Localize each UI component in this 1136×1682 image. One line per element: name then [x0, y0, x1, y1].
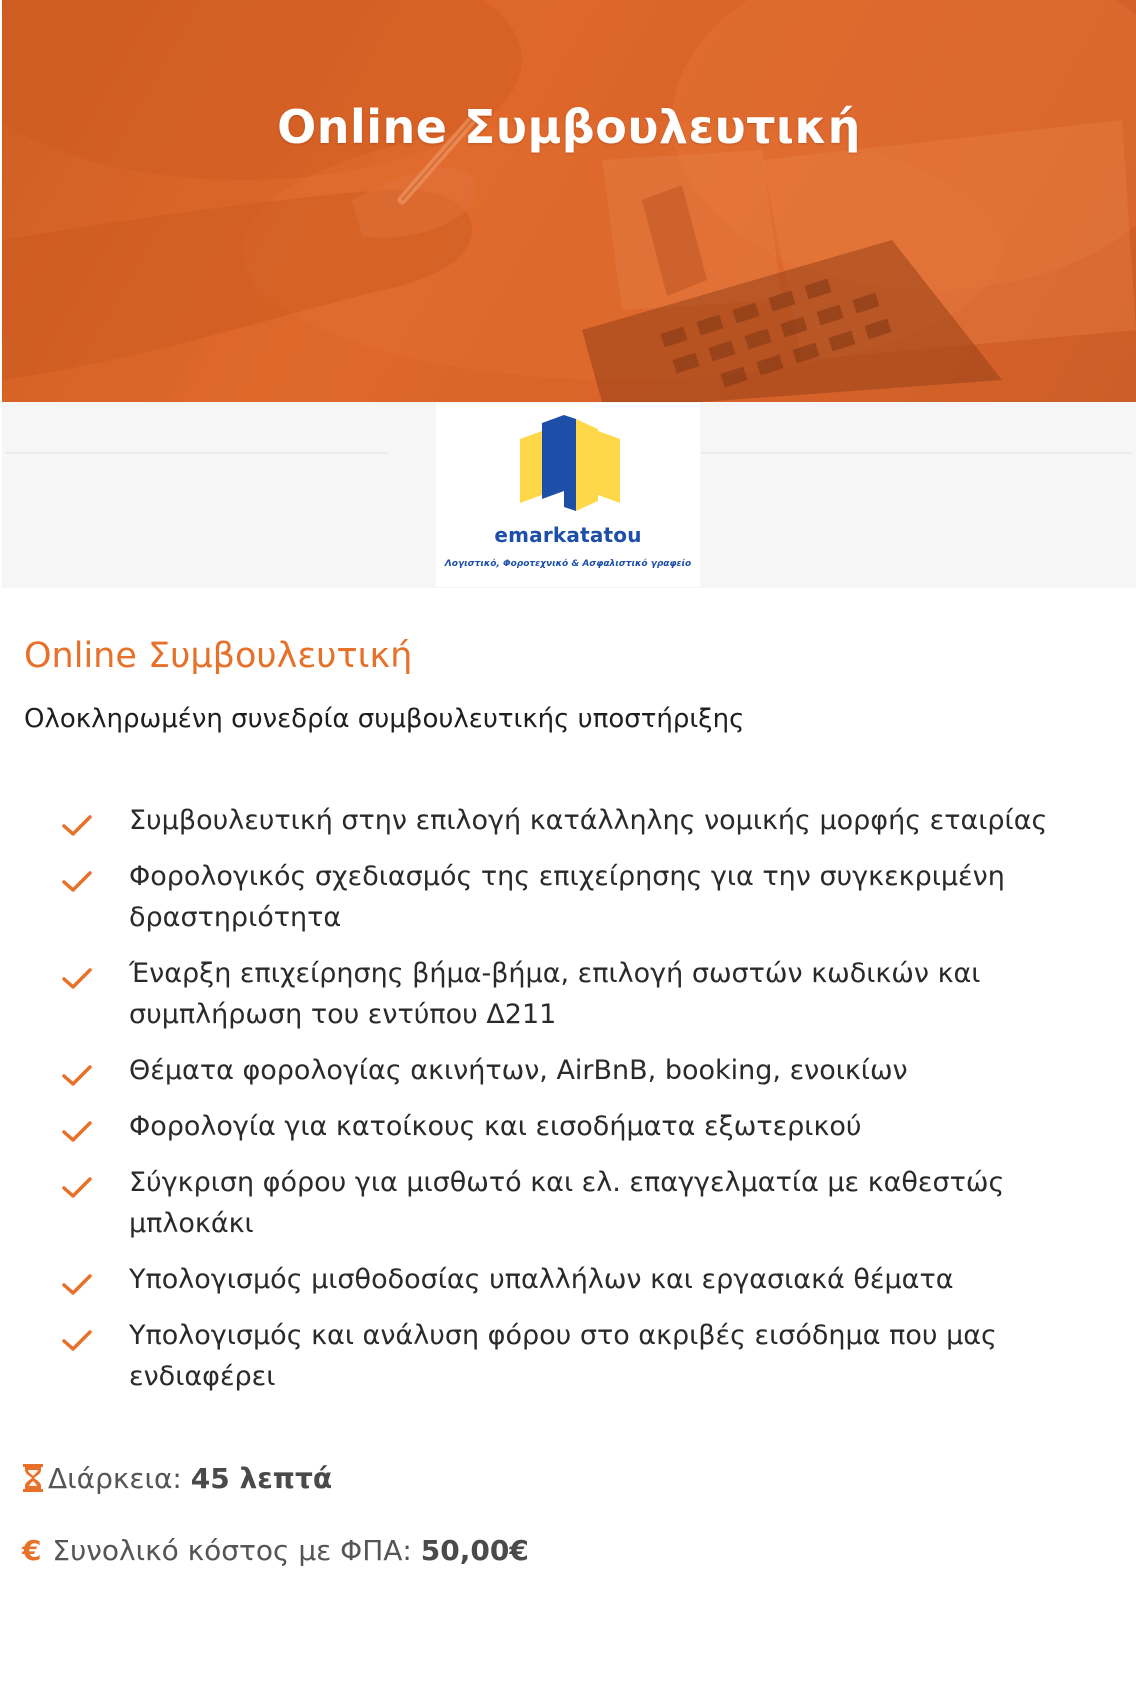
feature-text: Συμβουλευτική στην επιλογή κατάλληλης νομικής μορφής εταιρίας [129, 805, 1048, 836]
cost-row [22, 1534, 529, 1567]
euro-icon: € [22, 1534, 42, 1567]
list-item [0, 1315, 1109, 1397]
feature-text: Φορολογία για κατοίκους και εισοδήματα εξωτερικού [129, 1111, 862, 1142]
check-icon [61, 870, 93, 894]
duration-row [22, 1462, 332, 1495]
company-logo[interactable] [436, 403, 700, 587]
list-item [0, 856, 1109, 938]
list-item [0, 800, 1109, 841]
building-logo-icon [518, 411, 622, 515]
list-item [0, 1050, 1109, 1091]
check-icon [61, 1273, 93, 1297]
check-icon [61, 1064, 93, 1088]
check-icon [61, 1329, 93, 1353]
hourglass-icon [22, 1463, 44, 1493]
duration-value: 45 λεπτά [190, 1462, 333, 1495]
feature-text: Θέματα φορολογίας ακινήτων, AirBnB, booking, ενοικίων [129, 1055, 908, 1086]
cost-label: Συνολικό κόστος με ΦΠΑ: [52, 1534, 412, 1567]
list-item [0, 953, 1109, 1035]
logo-name: emarkatatou [494, 523, 642, 547]
band-divider-right [702, 452, 1132, 454]
list-item [0, 1162, 1109, 1244]
service-title: Online Συμβουλευτική [24, 636, 413, 676]
check-icon [61, 1120, 93, 1144]
list-item [0, 1259, 1109, 1300]
logo-tagline: Λογιστικό, Φοροτεχνικό & Ασφαλιστικό γραφείο [444, 559, 692, 569]
duration-label: Διάρκεια: [48, 1462, 182, 1495]
hero-banner [2, 0, 1136, 402]
cost-value: 50,00€ [420, 1534, 529, 1567]
band-divider-left [6, 452, 388, 454]
check-icon [61, 814, 93, 838]
hero-title: Online Συμβουλευτική [277, 100, 861, 154]
list-item [0, 1106, 1109, 1147]
feature-text: Σύγκριση φόρου για μισθωτό και ελ. επαγγελματία με καθεστώς μπλοκάκι [129, 1167, 1005, 1239]
check-icon [61, 1176, 93, 1200]
feature-text: Υπολογισμός και ανάλυση φόρου στο ακριβές εισόδημα που μας ενδιαφέρει [129, 1320, 997, 1392]
feature-list [0, 800, 1136, 1412]
feature-text: Έναρξη επιχείρησης βήμα-βήμα, επιλογή σωστών κωδικών και συμπλήρωση του εντύπου Δ211 [129, 958, 981, 1030]
feature-text: Φορολογικός σχεδιασμός της επιχείρησης για την συγκεκριμένη δραστηριότητα [129, 861, 1005, 933]
check-icon [61, 967, 93, 991]
feature-text: Υπολογισμός μισθοδοσίας υπαλλήλων και εργασιακά θέματα [129, 1264, 954, 1295]
hero-background-illustration [2, 0, 1136, 402]
service-subtitle: Ολοκληρωμένη συνεδρία συμβουλευτικής υποστήριξης [24, 704, 745, 734]
